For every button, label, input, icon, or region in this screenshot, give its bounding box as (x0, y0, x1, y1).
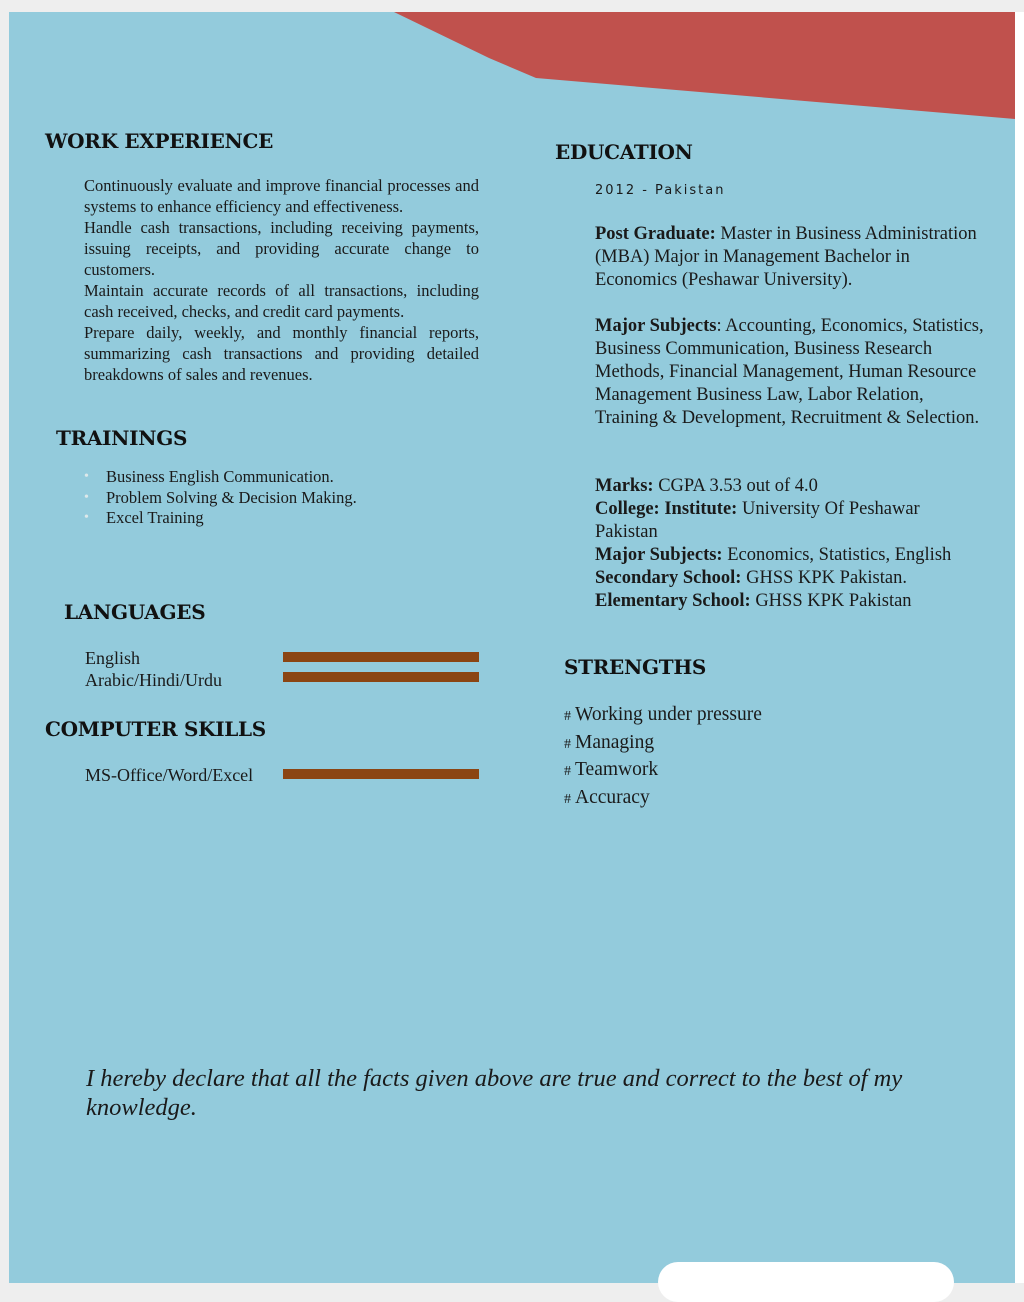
hash-marker: # (564, 791, 571, 807)
education-heading: EDUCATION (555, 140, 693, 164)
college-label: College: Institute: (595, 499, 738, 519)
major-subjects-label: Major Subjects (595, 316, 717, 336)
strengths-list (564, 702, 762, 812)
strength-text: Accuracy (575, 786, 650, 808)
secondary-school-line (595, 567, 985, 590)
major-subjects-block (595, 315, 985, 430)
college-value: University Of Peshawar Pakistan (595, 499, 920, 542)
hash-marker: # (564, 736, 571, 752)
secondary-school-label: Secondary School: (595, 568, 742, 588)
college-block (595, 475, 985, 613)
list-item: ▪ Prepare daily, weekly, and monthly financial reports, summarizing cash transactions and providing detailed breakdowns of sales and revenues. (84, 322, 479, 385)
list-item: • Business English Communication. (106, 467, 357, 488)
bottom-scroll-tab[interactable] (658, 1262, 954, 1302)
strength-text: Working under pressure (575, 704, 762, 725)
resume-page (9, 12, 1015, 1283)
list-item (564, 757, 762, 785)
marks-value: CGPA 3.53 out of 4.0 (658, 476, 818, 496)
strengths-heading: STRENGTHS (564, 655, 707, 679)
post-graduate-label: Post Graduate: (595, 224, 716, 244)
language-level-bar (283, 672, 479, 682)
elementary-school-label: Elementary School: (595, 591, 751, 611)
skill-name: MS-Office/Word/Excel (85, 765, 254, 785)
list-item: • Excel Training (106, 508, 357, 529)
list-item: • Problem Solving & Decision Making. (106, 488, 357, 509)
strength-text: Managing (575, 731, 655, 753)
work-experience-heading: WORK EXPERIENCE (45, 129, 274, 153)
list-item (564, 702, 762, 730)
major-subjects-text: : Accounting, Economics, Statistics, Business Communication, Business Research Methods, Financial Management, Human Resource Management Business Law, Labor Relation, Training & Development, Recruitment & Selection. (595, 316, 984, 428)
languages-heading: LANGUAGES (64, 600, 206, 624)
corner-accent-shape (9, 12, 1015, 132)
college-subjects-line (595, 544, 985, 567)
college-subjects-value: Economics, Statistics, English (727, 545, 952, 565)
work-experience-list (84, 175, 479, 385)
marks-label: Marks: (595, 476, 654, 496)
computer-skills-heading: COMPUTER SKILLS (45, 717, 266, 741)
list-item (564, 785, 762, 813)
elementary-school-value: GHSS KPK Pakistan (755, 591, 912, 611)
college-subjects-label: Major Subjects: (595, 545, 723, 565)
list-item: ▪ Maintain accurate records of all transactions, including cash received, checks, and credit card payments. (84, 280, 479, 322)
post-graduate-block (595, 223, 985, 292)
education-year-line: 2012 - Pakistan (595, 183, 726, 198)
hash-marker: # (564, 764, 571, 779)
list-item (564, 730, 762, 758)
trainings-list (106, 467, 357, 529)
language-level-bar (283, 652, 479, 662)
secondary-school-value: GHSS KPK Pakistan. (746, 568, 907, 588)
page-right-edge (1015, 12, 1024, 1283)
elementary-school-line (595, 590, 985, 613)
declaration-text: I hereby declare that all the facts given above are true and correct to the best of my knowledge. (86, 1065, 903, 1121)
strength-text: Teamwork (575, 759, 659, 780)
marks-line (595, 475, 985, 498)
post-graduate-text: Master in Business Administration (MBA) Major in Management Bachelor in Economics (Peshawar University). (595, 224, 977, 290)
skill-level-bar (283, 769, 479, 779)
hash-marker: # (564, 709, 571, 724)
list-item: ▪ Handle cash transactions, including receiving payments, issuing receipts, and providing accurate change to customers. (84, 217, 479, 280)
list-item: ▪ Continuously evaluate and improve financial processes and systems to enhance efficiency and effectiveness. (84, 175, 479, 217)
trainings-heading: TRAININGS (56, 426, 188, 450)
language-name: English (85, 648, 141, 668)
college-line (595, 498, 985, 544)
language-name: Arabic/Hindi/Urdu (85, 670, 222, 690)
